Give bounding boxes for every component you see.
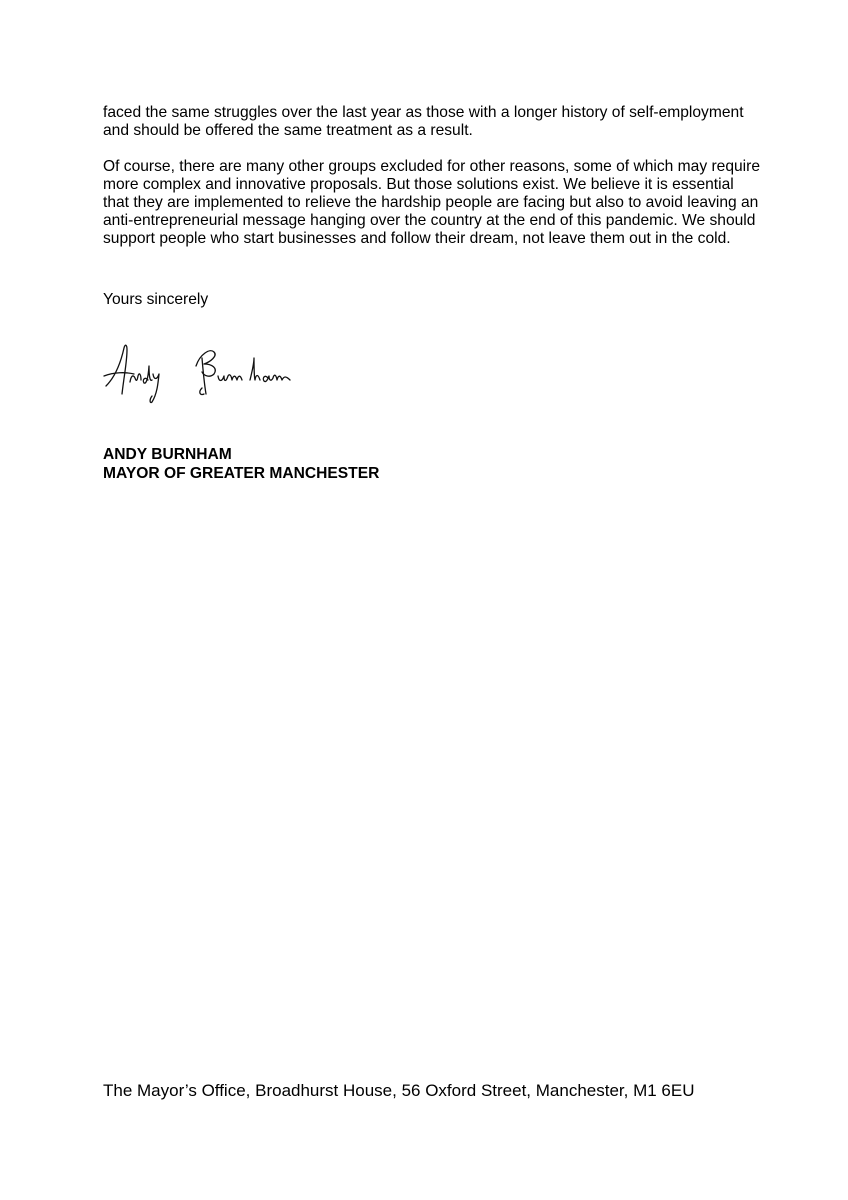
letter-paragraph-2: Of course, there are many other groups excluded for other reasons, some of which may require more complex and innovative proposals. But those solutions exist. We believe it is essential that they are implemented to relieve the hardship people are facing but also to avoid leaving an anti-entrepreneurial message hanging over the country at the end of this pandemic. We should support people who start businesses and follow their dream, not leave them out in the cold. xyxy=(103,158,760,247)
signatory-name: ANDY BURNHAM xyxy=(103,446,232,463)
letter-paragraph-1: faced the same struggles over the last year as those with a longer history of self-employment and should be offered the same treatment as a result. xyxy=(103,104,744,139)
handwritten-signature xyxy=(100,336,320,408)
signatory-title: MAYOR OF GREATER MANCHESTER xyxy=(103,465,380,482)
footer-address: The Mayor’s Office, Broadhurst House, 56 Oxford Street, Manchester, M1 6EU xyxy=(103,1081,695,1100)
letter-closing: Yours sincerely xyxy=(103,291,209,308)
